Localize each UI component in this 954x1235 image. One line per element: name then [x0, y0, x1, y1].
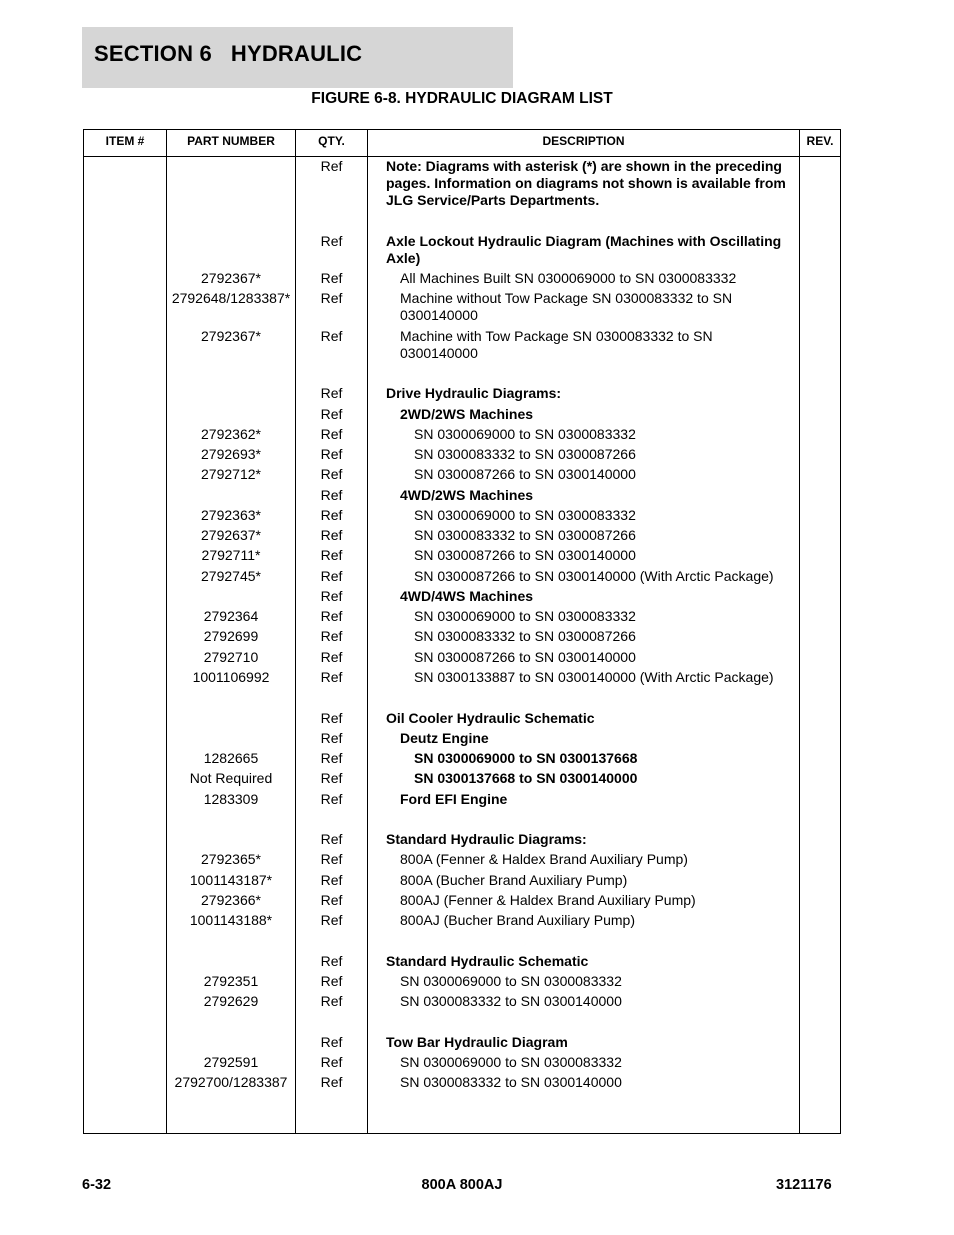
qty-cell: Ref: [320, 233, 343, 249]
qty-cell: Ref: [320, 628, 343, 644]
description-cell: SN 0300087266 to SN 0300140000 (With Arctic Package): [414, 568, 774, 584]
part-number-cell: 1001143188*: [189, 912, 273, 928]
description-cell: SN 0300083332 to SN 0300140000: [400, 993, 622, 1009]
qty-cell: Ref: [320, 649, 343, 665]
part-number-cell: 2792364: [203, 608, 259, 624]
header-part-number: PART NUMBER: [187, 134, 275, 148]
qty-cell: Ref: [320, 588, 343, 604]
description-cell: 800AJ (Fenner & Haldex Brand Auxiliary Pump): [400, 892, 696, 908]
qty-cell: Ref: [320, 851, 343, 867]
qty-cell: Ref: [320, 466, 343, 482]
header-item: ITEM #: [105, 134, 145, 148]
page-number: 6-32: [82, 1177, 112, 1193]
qty-cell: Ref: [320, 270, 343, 286]
part-number-cell: 2792710: [203, 649, 259, 665]
header-rev: REV.: [806, 134, 834, 148]
part-number-cell: 2792712*: [201, 466, 261, 482]
part-number-cell: 2792365*: [201, 851, 261, 867]
qty-cell: Ref: [320, 1074, 343, 1090]
part-number-cell: 2792366*: [201, 892, 261, 908]
part-number-cell: Not Required: [189, 770, 273, 786]
qty-cell: Ref: [320, 568, 343, 584]
part-number-cell: 2792367*: [201, 328, 261, 344]
description-cell: Deutz Engine: [400, 730, 489, 746]
header-description: DESCRIPTION: [542, 134, 625, 148]
qty-cell: Ref: [320, 527, 343, 543]
header-qty: QTY.: [318, 134, 345, 148]
qty-cell: Ref: [320, 608, 343, 624]
document-number: 3121176: [776, 1177, 832, 1193]
part-number-cell: 2792693*: [201, 446, 261, 462]
description-cell: Standard Hydraulic Diagrams:: [386, 831, 587, 847]
qty-cell: Ref: [320, 328, 343, 344]
part-number-cell: 1282665: [203, 750, 259, 766]
qty-cell: Ref: [320, 426, 343, 442]
description-cell: SN 0300069000 to SN 0300137668: [414, 750, 638, 766]
description-cell: SN 0300069000 to SN 0300083332: [400, 1054, 622, 1070]
description-cell: Ford EFI Engine: [400, 791, 508, 807]
part-number-cell: 2792699: [203, 628, 259, 644]
qty-cell: Ref: [320, 912, 343, 928]
description-cell: SN 0300137668 to SN 0300140000: [414, 770, 638, 786]
description-cell: 4WD/4WS Machines: [400, 588, 534, 604]
section-header: [82, 27, 513, 88]
column-divider: [799, 130, 800, 1133]
qty-cell: Ref: [320, 1054, 343, 1070]
part-number-cell: 2792362*: [201, 426, 261, 442]
qty-cell: Ref: [320, 487, 343, 503]
section-title: SECTION 6 HYDRAULIC: [94, 41, 363, 66]
description-cell: 4WD/2WS Machines: [400, 487, 534, 503]
model-name: 800A 800AJ: [421, 1177, 503, 1193]
qty-cell: Ref: [320, 385, 343, 401]
description-cell: SN 0300069000 to SN 0300083332: [400, 973, 622, 989]
description-cell: 800A (Bucher Brand Auxiliary Pump): [400, 872, 628, 888]
description-cell: SN 0300083332 to SN 0300140000: [400, 1074, 622, 1090]
description-cell: SN 0300087266 to SN 0300140000: [414, 649, 636, 665]
part-number-cell: 2792637*: [201, 527, 261, 543]
part-number-cell: 1001143187*: [189, 872, 273, 888]
part-number-cell: 2792629: [203, 993, 259, 1009]
description-cell: 2WD/2WS Machines: [400, 406, 534, 422]
description-cell: SN 0300083332 to SN 0300087266: [414, 628, 636, 644]
qty-cell: Ref: [320, 1034, 343, 1050]
description-cell: Standard Hydraulic Schematic: [386, 953, 589, 969]
description-cell: Tow Bar Hydraulic Diagram: [386, 1034, 568, 1050]
description-cell: Note: Diagrams with asterisk (*) are shown in the preceding pages. Information on diagrams not shown is available from JLG Service/Parts Departments.: [386, 158, 786, 208]
qty-cell: Ref: [320, 710, 343, 726]
part-number-cell: 2792648/1283387*: [171, 290, 291, 306]
qty-cell: Ref: [320, 993, 343, 1009]
qty-cell: Ref: [320, 507, 343, 523]
qty-cell: Ref: [320, 831, 343, 847]
description-cell: SN 0300133887 to SN 0300140000 (With Arctic Package): [414, 669, 774, 685]
description-cell: Drive Hydraulic Diagrams:: [386, 385, 562, 401]
header-divider: [84, 156, 840, 157]
qty-cell: Ref: [320, 791, 343, 807]
qty-cell: Ref: [320, 158, 343, 174]
description-cell: Machine with Tow Package SN 0300083332 to SN 0300140000: [400, 328, 713, 361]
qty-cell: Ref: [320, 872, 343, 888]
qty-cell: Ref: [320, 892, 343, 908]
description-cell: All Machines Built SN 0300069000 to SN 0300083332: [400, 270, 737, 286]
description-cell: SN 0300069000 to SN 0300083332: [414, 426, 636, 442]
description-cell: 800A (Fenner & Haldex Brand Auxiliary Pump): [400, 851, 688, 867]
qty-cell: Ref: [320, 750, 343, 766]
hydraulic-diagram-table: [83, 129, 841, 1134]
description-cell: Axle Lockout Hydraulic Diagram (Machines with Oscillating Axle): [386, 233, 782, 266]
description-cell: SN 0300083332 to SN 0300087266: [414, 446, 636, 462]
figure-title: FIGURE 6-8. HYDRAULIC DIAGRAM LIST: [311, 90, 613, 107]
part-number-cell: 2792745*: [201, 568, 261, 584]
part-number-cell: 1283309: [203, 791, 259, 807]
part-number-cell: 2792700/1283387: [174, 1074, 288, 1090]
description-cell: SN 0300087266 to SN 0300140000: [414, 547, 636, 563]
part-number-cell: 1001106992: [192, 669, 270, 685]
column-divider: [367, 130, 368, 1133]
description-cell: SN 0300069000 to SN 0300083332: [414, 608, 636, 624]
description-cell: Machine without Tow Package SN 0300083332 to SN 0300140000: [400, 290, 733, 323]
qty-cell: Ref: [320, 547, 343, 563]
description-cell: SN 0300083332 to SN 0300087266: [414, 527, 636, 543]
description-cell: 800AJ (Bucher Brand Auxiliary Pump): [400, 912, 635, 928]
qty-cell: Ref: [320, 406, 343, 422]
qty-cell: Ref: [320, 770, 343, 786]
qty-cell: Ref: [320, 446, 343, 462]
qty-cell: Ref: [320, 973, 343, 989]
description-cell: SN 0300069000 to SN 0300083332: [414, 507, 636, 523]
qty-cell: Ref: [320, 290, 343, 306]
part-number-cell: 2792367*: [201, 270, 261, 286]
description-cell: Oil Cooler Hydraulic Schematic: [386, 710, 595, 726]
part-number-cell: 2792363*: [201, 507, 261, 523]
description-cell: SN 0300087266 to SN 0300140000: [414, 466, 636, 482]
qty-cell: Ref: [320, 953, 343, 969]
part-number-cell: 2792351: [203, 973, 259, 989]
part-number-cell: 2792711*: [201, 547, 261, 563]
qty-cell: Ref: [320, 730, 343, 746]
part-number-cell: 2792591: [203, 1054, 259, 1070]
qty-cell: Ref: [320, 669, 343, 685]
